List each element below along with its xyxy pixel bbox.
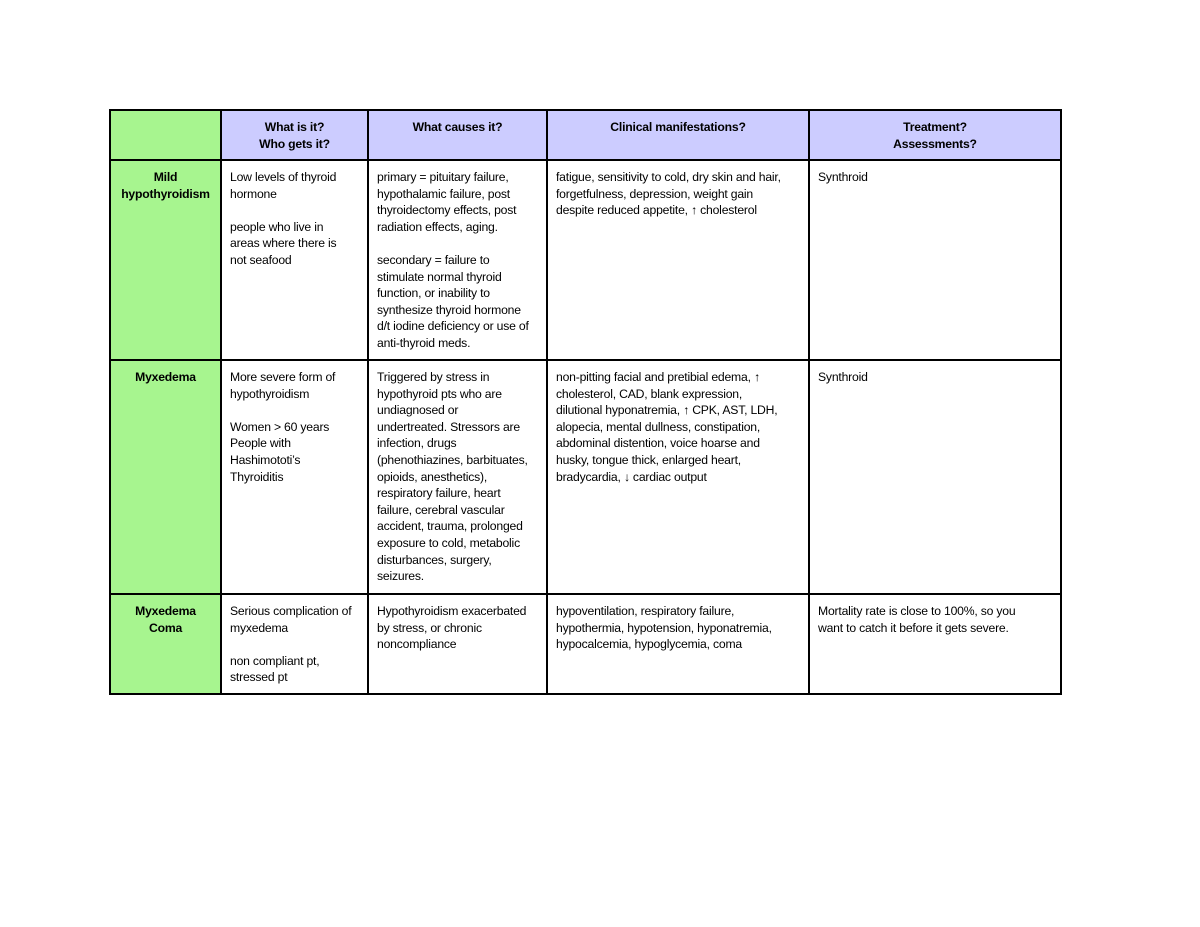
cell-line: anti-thyroid meds. bbox=[377, 335, 471, 350]
cell-what bbox=[221, 160, 368, 360]
cell-line: Triggered by stress in bbox=[377, 370, 490, 384]
cell-line: Thyroiditis bbox=[230, 469, 284, 484]
cell-line: husky, tongue thick, enlarged heart, bbox=[556, 452, 741, 467]
cell-line: people who live in bbox=[230, 219, 324, 234]
cell-line: secondary = failure to bbox=[377, 252, 490, 267]
cell-line: disturbances, surgery, bbox=[377, 552, 492, 567]
cell-line: radiation effects, aging. bbox=[377, 219, 498, 234]
cell-line: respiratory failure, heart bbox=[377, 486, 501, 501]
row-label-mild-hypothyroidism bbox=[110, 160, 221, 360]
cell-line: non-pitting facial and pretibial edema, ↑ bbox=[556, 370, 760, 384]
cell-clinical bbox=[547, 160, 809, 360]
corner-cell bbox=[110, 110, 221, 160]
header-clinical bbox=[547, 110, 809, 160]
cell-line: hypocalcemia, hypoglycemia, coma bbox=[556, 637, 742, 652]
header-treatment-line: Treatment? bbox=[903, 120, 967, 134]
row-label-line: hypothyroidism bbox=[121, 186, 210, 201]
cell-line: Women > 60 years bbox=[230, 419, 330, 434]
cell-line: hormone bbox=[230, 186, 277, 201]
header-treatment-line: Assessments? bbox=[893, 136, 977, 151]
row-label-myxedema-coma bbox=[110, 594, 221, 694]
cell-line: fatigue, sensitivity to cold, dry skin and hair, bbox=[556, 170, 781, 184]
cell-treatment bbox=[809, 160, 1061, 360]
cell-line: thyroidectomy effects, post bbox=[377, 203, 517, 218]
cell-line: Low levels of thyroid bbox=[230, 170, 337, 184]
cell-line: More severe form of bbox=[230, 370, 336, 384]
cell-line: Synthroid bbox=[818, 170, 868, 184]
cell-line: Serious complication of bbox=[230, 604, 352, 618]
cell-line: hypothyroidism bbox=[230, 386, 310, 401]
cell-line: exposure to cold, metabolic bbox=[377, 535, 520, 550]
cell-treatment bbox=[809, 360, 1061, 594]
cell-line: Hypothyroidism exacerbated bbox=[377, 604, 527, 618]
header-causes bbox=[368, 110, 547, 160]
cell-line: hypothermia, hypotension, hyponatremia, bbox=[556, 620, 772, 635]
cell-what bbox=[221, 360, 368, 594]
cell-line: cholesterol, CAD, blank expression, bbox=[556, 386, 743, 401]
cell-line: abdominal distention, voice hoarse and bbox=[556, 436, 760, 451]
header-row bbox=[110, 110, 1061, 160]
cell-gap bbox=[230, 402, 359, 419]
cell-line: Synthroid bbox=[818, 370, 868, 384]
cell-line: (phenothiazines, barbituates, bbox=[377, 452, 528, 467]
row-label-line: Mild bbox=[153, 170, 178, 184]
cell-line: function, or inability to bbox=[377, 286, 490, 301]
cell-line: alopecia, mental dullness, constipation, bbox=[556, 419, 761, 434]
cell-line: Hashimototi’s bbox=[230, 452, 301, 467]
cell-line: hypothalamic failure, post bbox=[377, 186, 510, 201]
cell-line: d/t iodine deficiency or use of bbox=[377, 319, 529, 334]
cell-gap bbox=[377, 235, 538, 252]
cell-line: failure, cerebral vascular bbox=[377, 502, 505, 517]
row-label-line: Myxedema bbox=[135, 604, 196, 618]
cell-line: primary = pituitary failure, bbox=[377, 170, 509, 184]
cell-line: myxedema bbox=[230, 620, 289, 635]
cell-clinical bbox=[547, 360, 809, 594]
table-row bbox=[110, 594, 1061, 694]
cell-causes bbox=[368, 594, 547, 694]
cell-line: stimulate normal thyroid bbox=[377, 269, 502, 284]
cell-line: forgetfulness, depression, weight gain bbox=[556, 186, 754, 201]
cell-line: stressed pt bbox=[230, 670, 288, 685]
cell-what bbox=[221, 594, 368, 694]
cell-line: seizures. bbox=[377, 569, 424, 584]
cell-line: hypothyroid pts who are bbox=[377, 386, 502, 401]
cell-treatment bbox=[809, 594, 1061, 694]
header-clinical-line: Clinical manifestations? bbox=[610, 120, 746, 134]
cell-line: undiagnosed or bbox=[377, 403, 459, 418]
cell-line: non compliant pt, bbox=[230, 653, 320, 668]
cell-line: dilutional hyponatremia, ↑ CPK, AST, LDH, bbox=[556, 403, 778, 418]
cell-line: opioids, anesthetics), bbox=[377, 469, 488, 484]
cell-line: despite reduced appetite, ↑ cholesterol bbox=[556, 203, 757, 218]
cell-causes bbox=[368, 160, 547, 360]
header-what-line: What is it? bbox=[264, 120, 325, 134]
cell-gap bbox=[230, 636, 359, 653]
comparison-table bbox=[109, 109, 1062, 695]
header-treatment bbox=[809, 110, 1061, 160]
table-row bbox=[110, 160, 1061, 360]
cell-line: infection, drugs bbox=[377, 436, 457, 451]
table-row bbox=[110, 360, 1061, 594]
cell-gap bbox=[230, 202, 359, 219]
cell-line: not seafood bbox=[230, 252, 292, 267]
cell-clinical bbox=[547, 594, 809, 694]
cell-line: undertreated. Stressors are bbox=[377, 419, 520, 434]
cell-line: synthesize thyroid hormone bbox=[377, 302, 521, 317]
row-label-line: Coma bbox=[148, 620, 183, 635]
row-label-line: Myxedema bbox=[135, 370, 196, 384]
cell-line: People with bbox=[230, 436, 291, 451]
cell-line: areas where there is bbox=[230, 236, 337, 251]
cell-line: bradycardia, ↓ cardiac output bbox=[556, 469, 707, 484]
header-what bbox=[221, 110, 368, 160]
header-causes-line: What causes it? bbox=[412, 120, 503, 134]
header-what-line: Who gets it? bbox=[259, 136, 330, 151]
cell-line: accident, trauma, prolonged bbox=[377, 519, 523, 534]
cell-line: by stress, or chronic bbox=[377, 620, 482, 635]
cell-line: hypoventilation, respiratory failure, bbox=[556, 604, 735, 618]
row-label-myxedema bbox=[110, 360, 221, 594]
cell-line: want to catch it before it gets severe. bbox=[818, 620, 1009, 635]
cell-line: noncompliance bbox=[377, 637, 457, 652]
cell-causes bbox=[368, 360, 547, 594]
cell-line: Mortality rate is close to 100%, so you bbox=[818, 604, 1016, 618]
